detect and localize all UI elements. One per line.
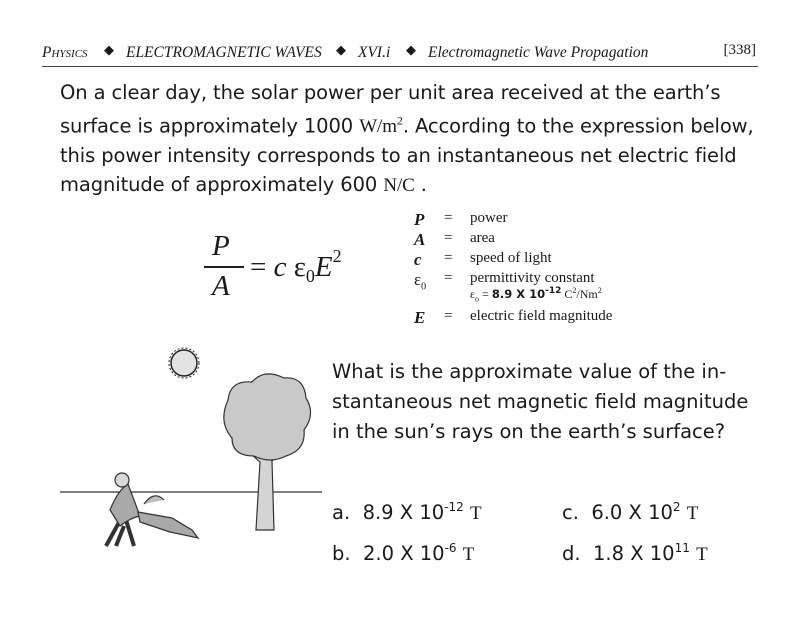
header-divider [42, 66, 758, 67]
power-formula [200, 230, 380, 300]
sunbathing-scene-illustration [60, 340, 330, 580]
formula-denominator: A [212, 270, 230, 302]
intro-unit-power: $W/m^2$ [359, 114, 403, 138]
header-topic: Electromagnetic Wave Propagation [428, 44, 649, 61]
header-bullet-icon: ◆ [104, 42, 114, 57]
header-subject: Physics [42, 44, 88, 61]
answer-option-b[interactable]: b. 2.0 X $10^{-6}$ T [332, 541, 475, 565]
tree-icon [224, 374, 311, 530]
person-lounging-icon [106, 473, 198, 546]
intro-paragraph [60, 78, 760, 200]
formula-rhs: = c $\varepsilon_0E^2$ [250, 246, 342, 286]
intro-unit-field: N/C [383, 175, 415, 197]
header-chapter: ELECTROMAGNETIC WAVES [126, 44, 322, 61]
formula-numerator: P [212, 230, 230, 262]
answer-option-a[interactable]: a. 8.9 X $10^{-12}$ T [332, 500, 482, 524]
header-section: XVI.i [358, 44, 391, 61]
question-text: What is the approximate value of the in-stantaneous net magnetic field magnitude in the sun’s rays on the earth’s surface? [332, 360, 749, 443]
sun-icon [169, 348, 199, 378]
intro-text: . [414, 173, 427, 197]
header-bullet-icon: ◆ [406, 42, 416, 57]
answer-option-c[interactable]: c. 6.0 X $10^2$ T [562, 500, 699, 524]
intro-text: On a clear day, the solar power per unit area received at the earth’s surface is approximately 1000 [60, 81, 721, 138]
header-bullet-icon: ◆ [336, 42, 346, 57]
page-number: [338] [723, 42, 756, 58]
intro-text: . According to the expression below, this power intensity corresponds to an instantaneous net electric field magnitude of approximately 600 [60, 114, 754, 197]
fraction-bar [204, 266, 244, 268]
page-header [42, 40, 760, 64]
answer-option-d[interactable]: d. 1.8 X $10^{11}$ T [562, 541, 708, 565]
